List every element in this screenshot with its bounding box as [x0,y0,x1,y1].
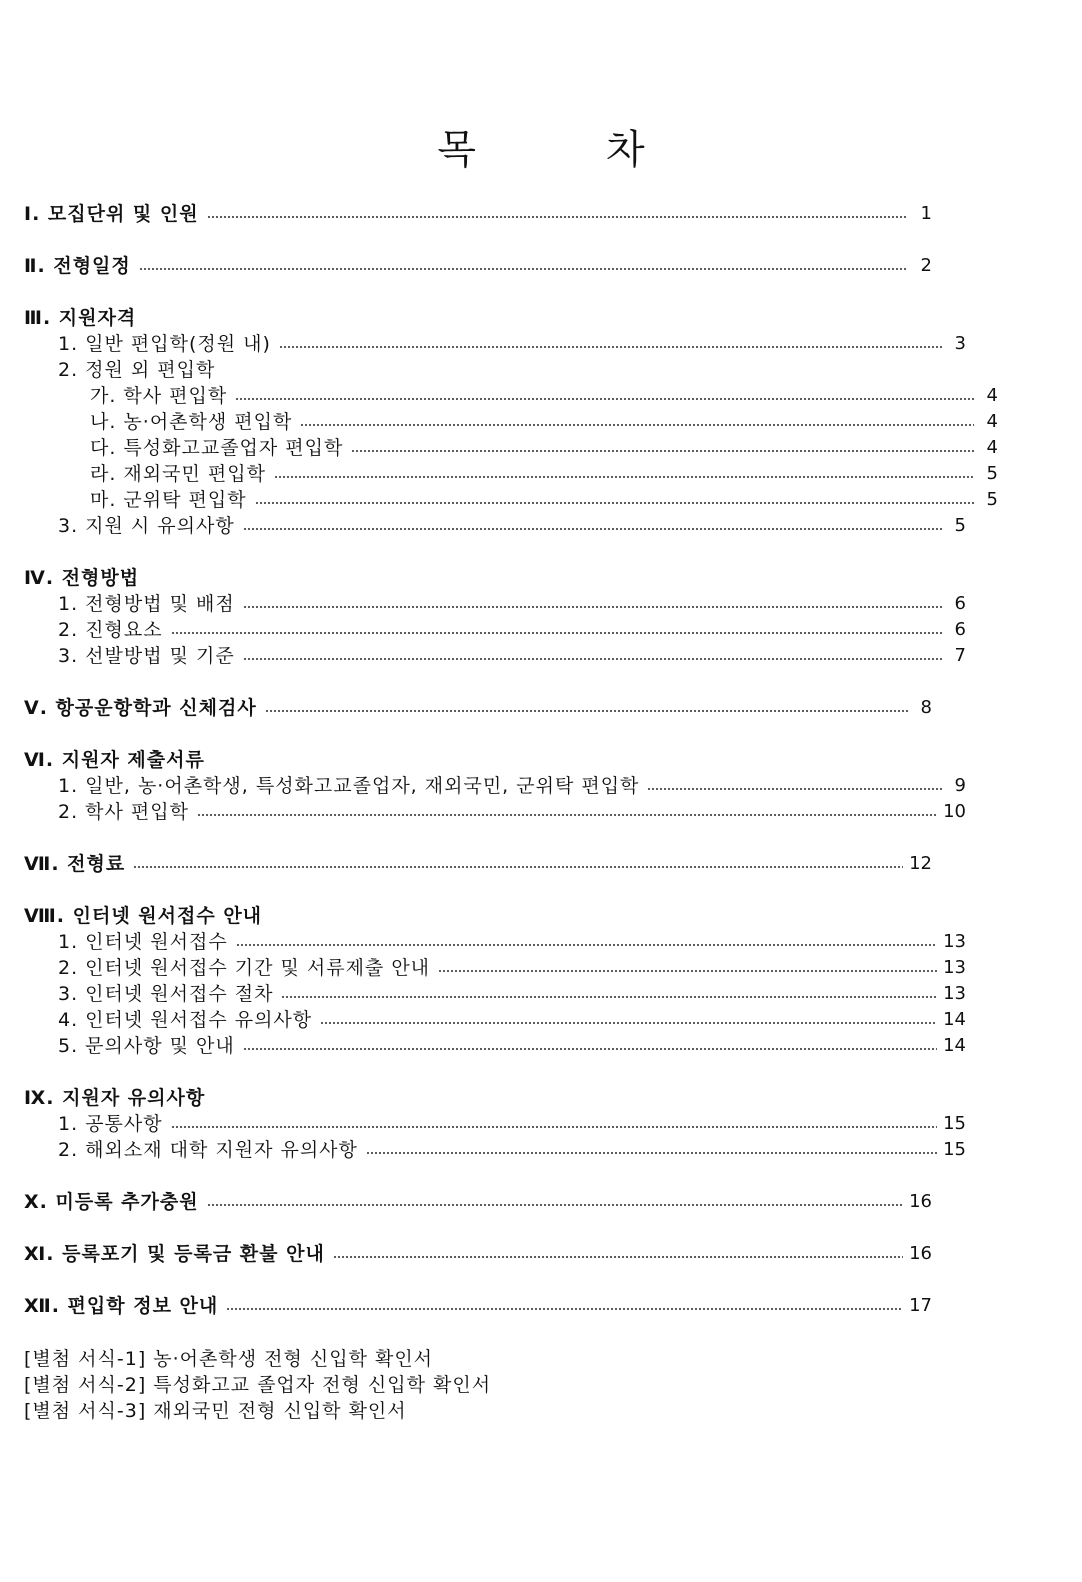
toc-entry-page: 16 [909,1191,932,1212]
toc-entry [24,253,932,279]
toc-entry-page: 4 [986,385,998,406]
toc-leader-dots [243,606,942,608]
toc-entry-label: Ⅰ. 모집단위 및 인원 [24,203,199,225]
toc-entry [24,903,932,929]
toc-entry-label: Ⅳ. 전형방법 [24,567,140,589]
page-title [0,118,1082,175]
toc-entry-page: 17 [909,1295,932,1316]
toc-entry-label: 2. 진형요소 [58,619,163,641]
toc-entry [24,1085,932,1111]
appendix-form-item: [별첨 서식-3] 재외국민 전형 신입학 확인서 [24,1400,407,1422]
toc-entry-label: 3. 선발방법 및 기준 [58,645,235,667]
toc-entry [24,357,966,383]
toc-entry-label: 1. 일반, 농·어촌학생, 특성화고교졸업자, 재외국민, 군위탁 편입학 [58,775,640,797]
appendix-form-item: [별첨 서식-2] 특성화고교 졸업자 전형 신입학 확인서 [24,1374,492,1396]
toc-entry [24,201,932,227]
toc-leader-dots [171,632,942,634]
toc-entry [24,981,966,1007]
toc-entry-label: 1. 전형방법 및 배점 [58,593,235,615]
toc-leader-dots [207,216,908,218]
toc-entry-page: 14 [943,1035,966,1056]
toc-entry [24,513,966,539]
toc-entry-label: 3. 지원 시 유의사항 [58,515,235,537]
toc-entry-label: Ⅸ. 지원자 유의사항 [24,1087,206,1109]
toc-leader-dots [333,1256,903,1258]
toc-entry-label: Ⅴ. 항공운항학과 신체검사 [24,697,257,719]
toc-entry-page: 6 [954,593,966,614]
page-title-left: 목 [437,127,476,173]
toc-entry-page: 5 [986,463,998,484]
toc-entry [24,461,998,487]
toc-leader-dots [243,528,942,530]
toc-leader-dots [133,866,903,868]
toc-entry [24,591,966,617]
toc-entry-label: 다. 특성화고교졸업자 편입학 [90,437,344,459]
toc-entry-page: 16 [909,1243,932,1264]
toc-leader-dots [197,814,937,816]
toc-entry [24,435,998,461]
toc-entry [24,1189,932,1215]
toc-entry-label: 2. 정원 외 편입학 [58,359,216,381]
toc-entry [24,799,966,825]
toc-leader-dots [207,1204,904,1206]
toc-entry-page: 6 [954,619,966,640]
toc-entry-label: 5. 문의사항 및 안내 [58,1035,235,1057]
toc-entry-page: 15 [943,1113,966,1134]
toc-entry-page: 12 [909,853,932,874]
toc-leader-dots [171,1126,938,1128]
toc-entry [24,1033,966,1059]
toc-entry-page: 13 [943,983,966,1004]
toc-leader-dots [366,1152,937,1154]
toc-leader-dots [274,476,974,478]
toc-entry-label: Ⅷ. 인터넷 원서접수 안내 [24,905,263,927]
toc-entry-label: 나. 농·어촌학생 편입학 [90,411,293,433]
toc-leader-dots [320,1022,937,1024]
toc-entry-label: Ⅺ. 등록포기 및 등록금 환불 안내 [24,1243,325,1265]
toc-entry-page: 3 [954,333,966,354]
toc-entry-label: Ⅶ. 전형료 [24,853,126,875]
toc-entry [24,617,966,643]
toc-entry-page: 13 [943,931,966,952]
toc-leader-dots [647,788,942,790]
toc-leader-dots [235,398,974,400]
toc-entry-page: 2 [920,255,932,276]
toc-leader-dots [300,424,974,426]
toc-entry [24,643,966,669]
toc-leader-dots [281,996,937,998]
toc-entry-label: 1. 인터넷 원서접수 [58,931,228,953]
toc-entry-page: 8 [920,697,932,718]
toc-entry-label: Ⅵ. 지원자 제출서류 [24,749,205,771]
toc-entry [24,747,932,773]
toc-leader-dots [255,502,974,504]
toc-entry-label: Ⅱ. 전형일정 [24,255,131,277]
toc-entry-label: 2. 해외소재 대학 지원자 유의사항 [58,1139,358,1161]
toc-entry [24,695,932,721]
toc-entry-label: 마. 군위탁 편입학 [90,489,247,511]
toc-entry [24,305,932,331]
toc-entry-page: 5 [954,515,966,536]
toc-entry-label: 3. 인터넷 원서접수 절차 [58,983,274,1005]
toc-entry-page: 15 [943,1139,966,1160]
toc-entry [24,487,998,513]
toc-entry-page: 4 [986,411,998,432]
toc-entry-label: 라. 재외국민 편입학 [90,463,266,485]
toc-entry-page: 14 [943,1009,966,1030]
toc-entry [24,1293,932,1319]
toc-leader-dots [139,268,908,270]
toc-entry-page: 7 [954,645,966,666]
appendix-forms [24,1346,491,1424]
toc-entry-label: Ⅹ. 미등록 추가충원 [24,1191,199,1213]
toc-entry-label: Ⅲ. 지원자격 [24,307,137,329]
toc-entry [24,1137,966,1163]
toc-entry-page: 9 [954,775,966,796]
toc-entry-page: 13 [943,957,966,978]
toc-entry [24,1007,966,1033]
toc-entry [24,929,966,955]
toc-entry [24,409,998,435]
toc-entry-label: 1. 공통사항 [58,1113,163,1135]
toc-entry-label: 2. 인터넷 원서접수 기간 및 서류제출 안내 [58,957,431,979]
toc-entry-label: 4. 인터넷 원서접수 유의사항 [58,1009,313,1031]
toc-entry [24,851,932,877]
toc-entry-label: 2. 학사 편입학 [58,801,189,823]
toc-entry-page: 10 [943,801,966,822]
toc-entry [24,955,966,981]
toc-entry-page: 4 [986,437,998,458]
toc-entry [24,383,998,409]
toc-leader-dots [279,346,942,348]
toc-leader-dots [236,944,937,946]
toc-leader-dots [438,970,937,972]
toc-entry-label: 1. 일반 편입학(정원 내) [58,333,271,355]
toc-entry [24,1241,932,1267]
toc-entry-label: 가. 학사 편입학 [90,385,228,407]
toc-entry-page: 5 [986,489,998,510]
toc-entry [24,331,966,357]
page-title-right: 차 [606,127,645,173]
toc-leader-dots [351,450,974,452]
toc-leader-dots [243,658,942,660]
toc-entry [24,1111,966,1137]
toc-leader-dots [226,1308,903,1310]
toc-entry [24,565,932,591]
appendix-form-item: [별첨 서식-1] 농·어촌학생 전형 신입학 확인서 [24,1348,434,1370]
toc-leader-dots [243,1048,937,1050]
toc-entry-page: 1 [920,203,932,224]
toc-entry-label: Ⅻ. 편입학 정보 안내 [24,1295,219,1317]
toc-leader-dots [265,710,908,712]
toc-entry [24,773,966,799]
